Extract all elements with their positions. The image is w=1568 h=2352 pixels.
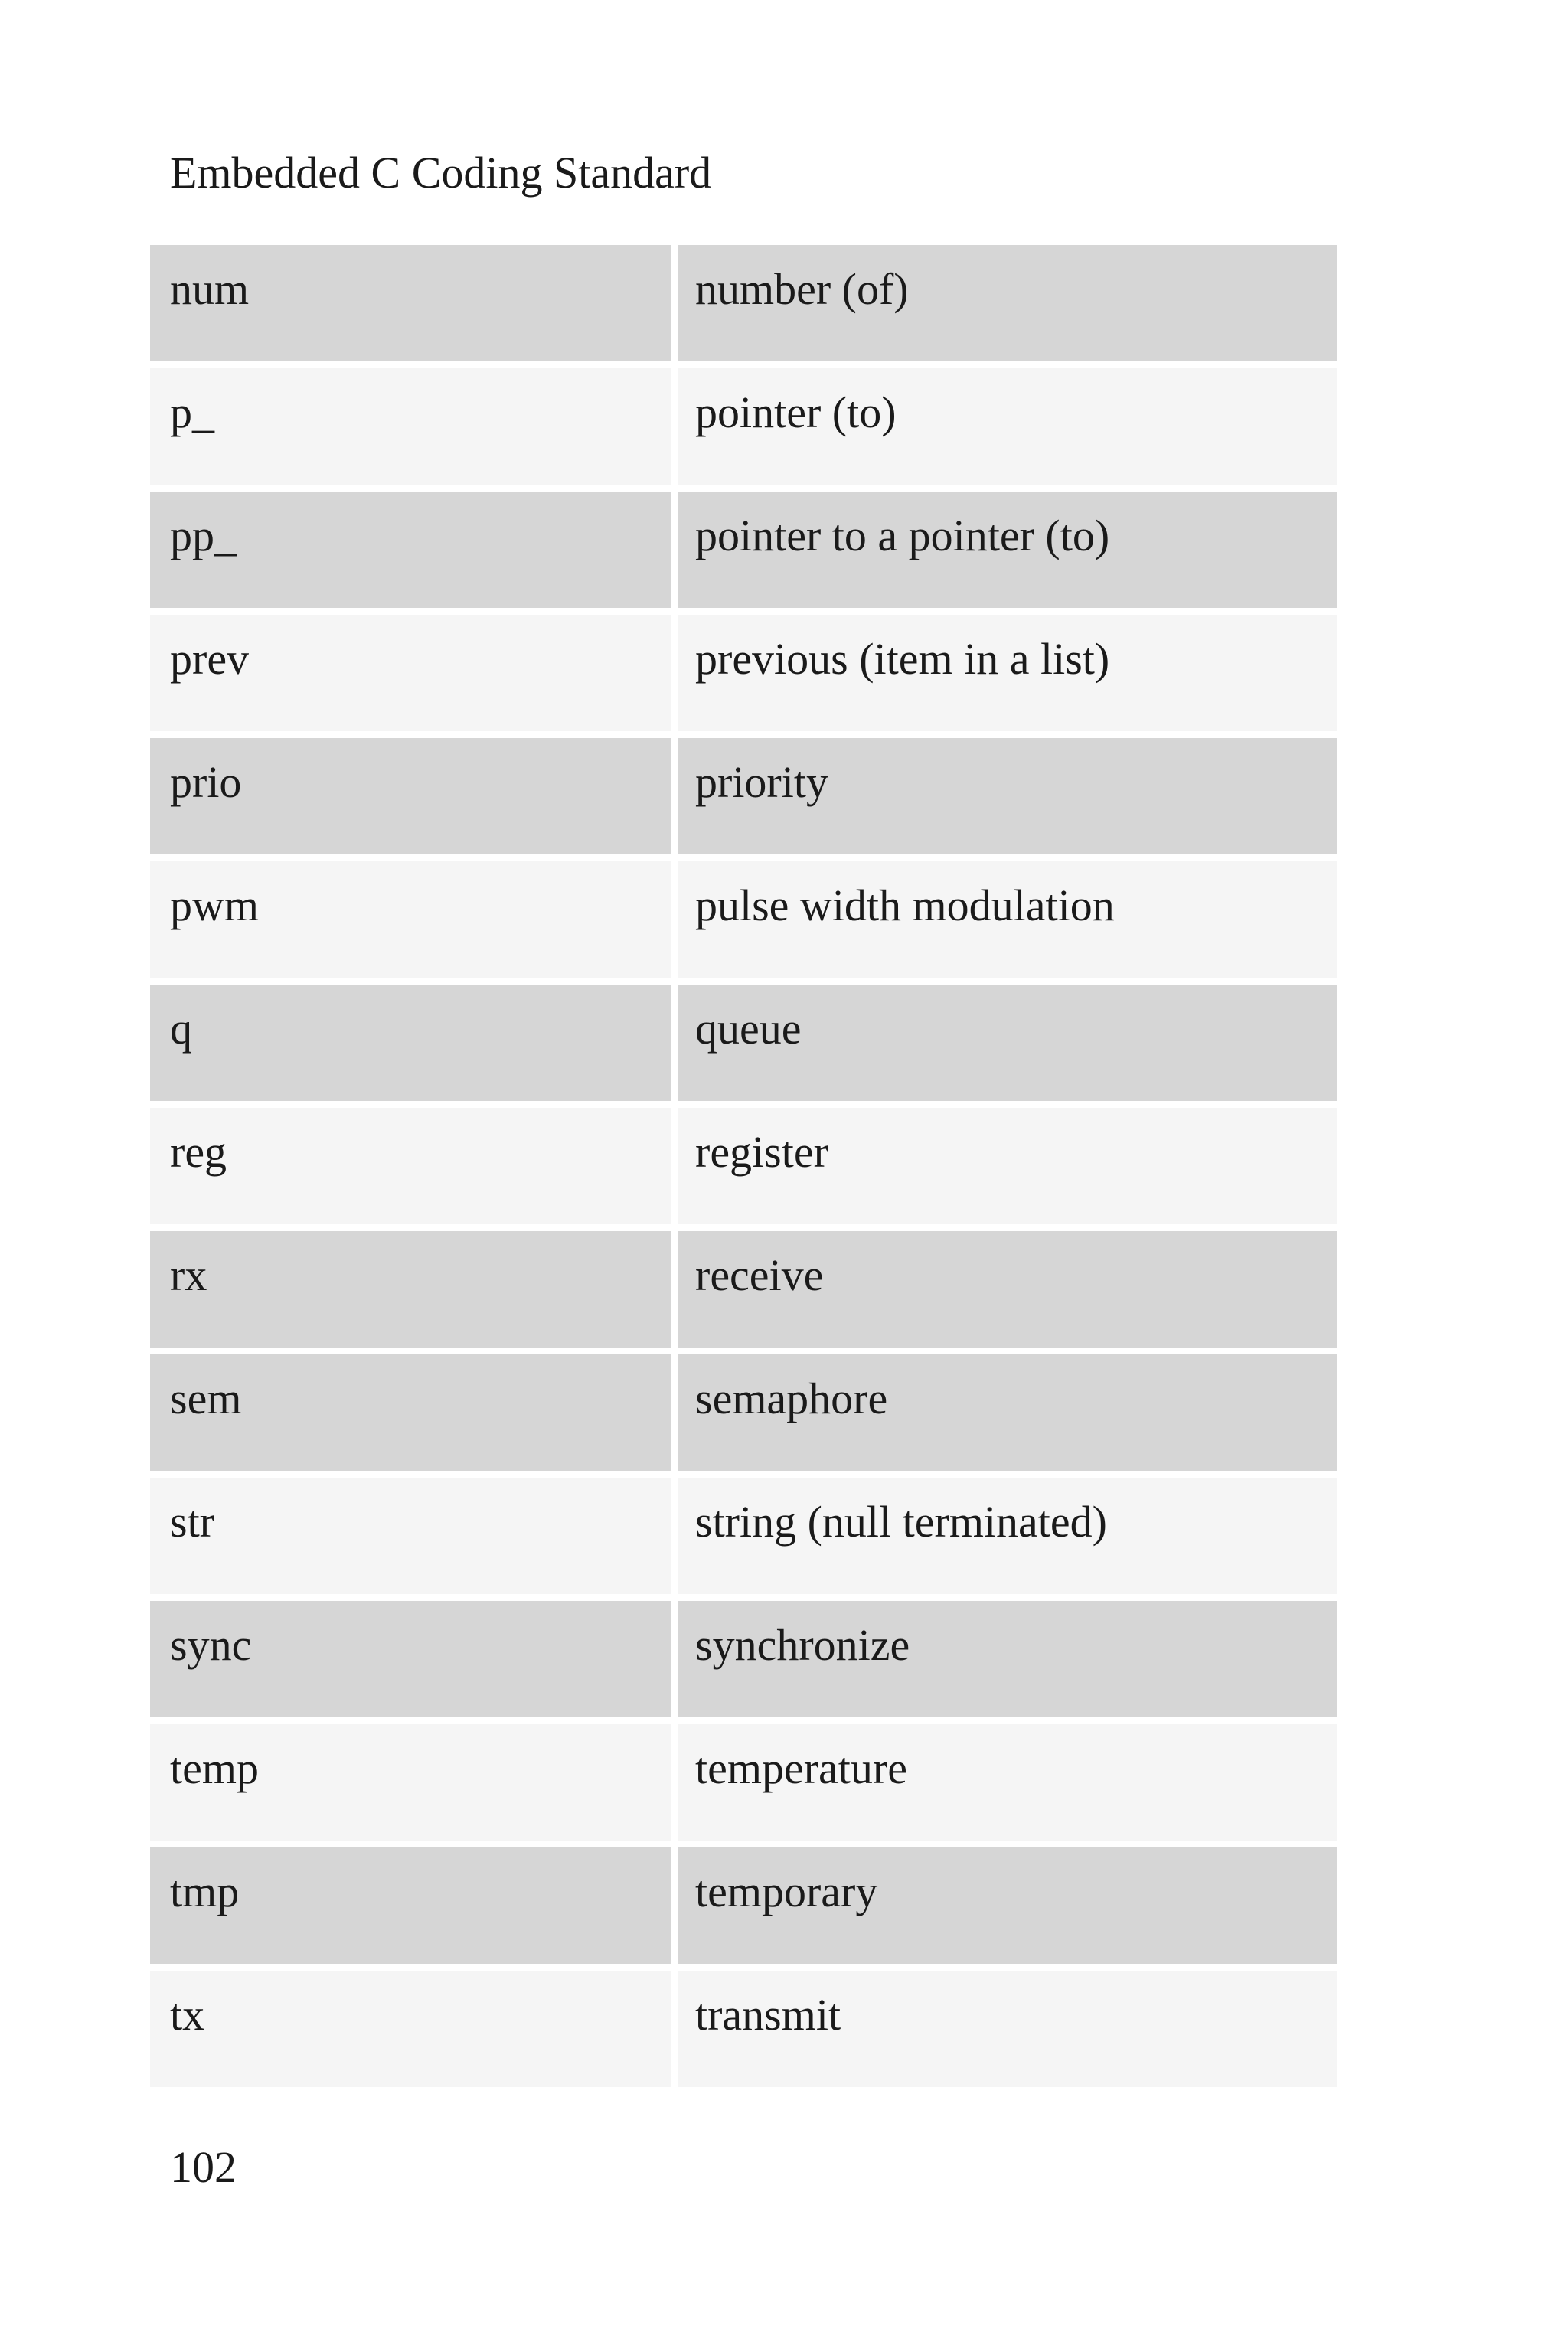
abbreviation-cell: reg	[150, 1108, 671, 1224]
meaning-cell: string (null terminated)	[678, 1478, 1337, 1594]
meaning-cell: priority	[678, 738, 1337, 854]
meaning-cell: synchronize	[678, 1601, 1337, 1717]
table-row	[150, 1231, 1337, 1354]
meaning-cell: semaphore	[678, 1354, 1337, 1471]
abbreviation-cell: tmp	[150, 1847, 671, 1964]
abbreviation-cell: tx	[150, 1971, 671, 2087]
page-number: 102	[170, 2142, 237, 2192]
abbreviation-cell: sem	[150, 1354, 671, 1471]
meaning-cell: temporary	[678, 1847, 1337, 1964]
meaning-cell: register	[678, 1108, 1337, 1224]
meaning-cell: pointer (to)	[678, 368, 1337, 485]
table-row	[150, 1108, 1337, 1231]
meaning-cell: previous (item in a list)	[678, 615, 1337, 731]
abbreviation-table	[150, 245, 1337, 2094]
abbreviation-cell: prev	[150, 615, 671, 731]
table-row	[150, 368, 1337, 492]
meaning-cell: number (of)	[678, 245, 1337, 361]
table-row	[150, 1971, 1337, 2094]
table-row	[150, 492, 1337, 615]
meaning-cell: transmit	[678, 1971, 1337, 2087]
abbreviation-cell: rx	[150, 1231, 671, 1348]
table-row	[150, 615, 1337, 738]
abbreviation-cell: sync	[150, 1601, 671, 1717]
table-row	[150, 1478, 1337, 1601]
table-row	[150, 861, 1337, 985]
table-row	[150, 1601, 1337, 1724]
meaning-cell: pointer to a pointer (to)	[678, 492, 1337, 608]
abbreviation-cell: q	[150, 985, 671, 1101]
meaning-cell: pulse width modulation	[678, 861, 1337, 978]
abbreviation-cell: str	[150, 1478, 671, 1594]
table-row	[150, 1724, 1337, 1847]
running-header: Embedded C Coding Standard	[170, 148, 712, 198]
abbreviation-cell: p_	[150, 368, 671, 485]
table-row	[150, 1354, 1337, 1478]
table-row	[150, 245, 1337, 368]
abbreviation-cell: pwm	[150, 861, 671, 978]
abbreviation-cell: temp	[150, 1724, 671, 1841]
table-row	[150, 1847, 1337, 1971]
meaning-cell: receive	[678, 1231, 1337, 1348]
table-row	[150, 738, 1337, 861]
abbreviation-cell: num	[150, 245, 671, 361]
abbreviation-cell: pp_	[150, 492, 671, 608]
meaning-cell: queue	[678, 985, 1337, 1101]
abbreviation-cell: prio	[150, 738, 671, 854]
meaning-cell: temperature	[678, 1724, 1337, 1841]
table-row	[150, 985, 1337, 1108]
